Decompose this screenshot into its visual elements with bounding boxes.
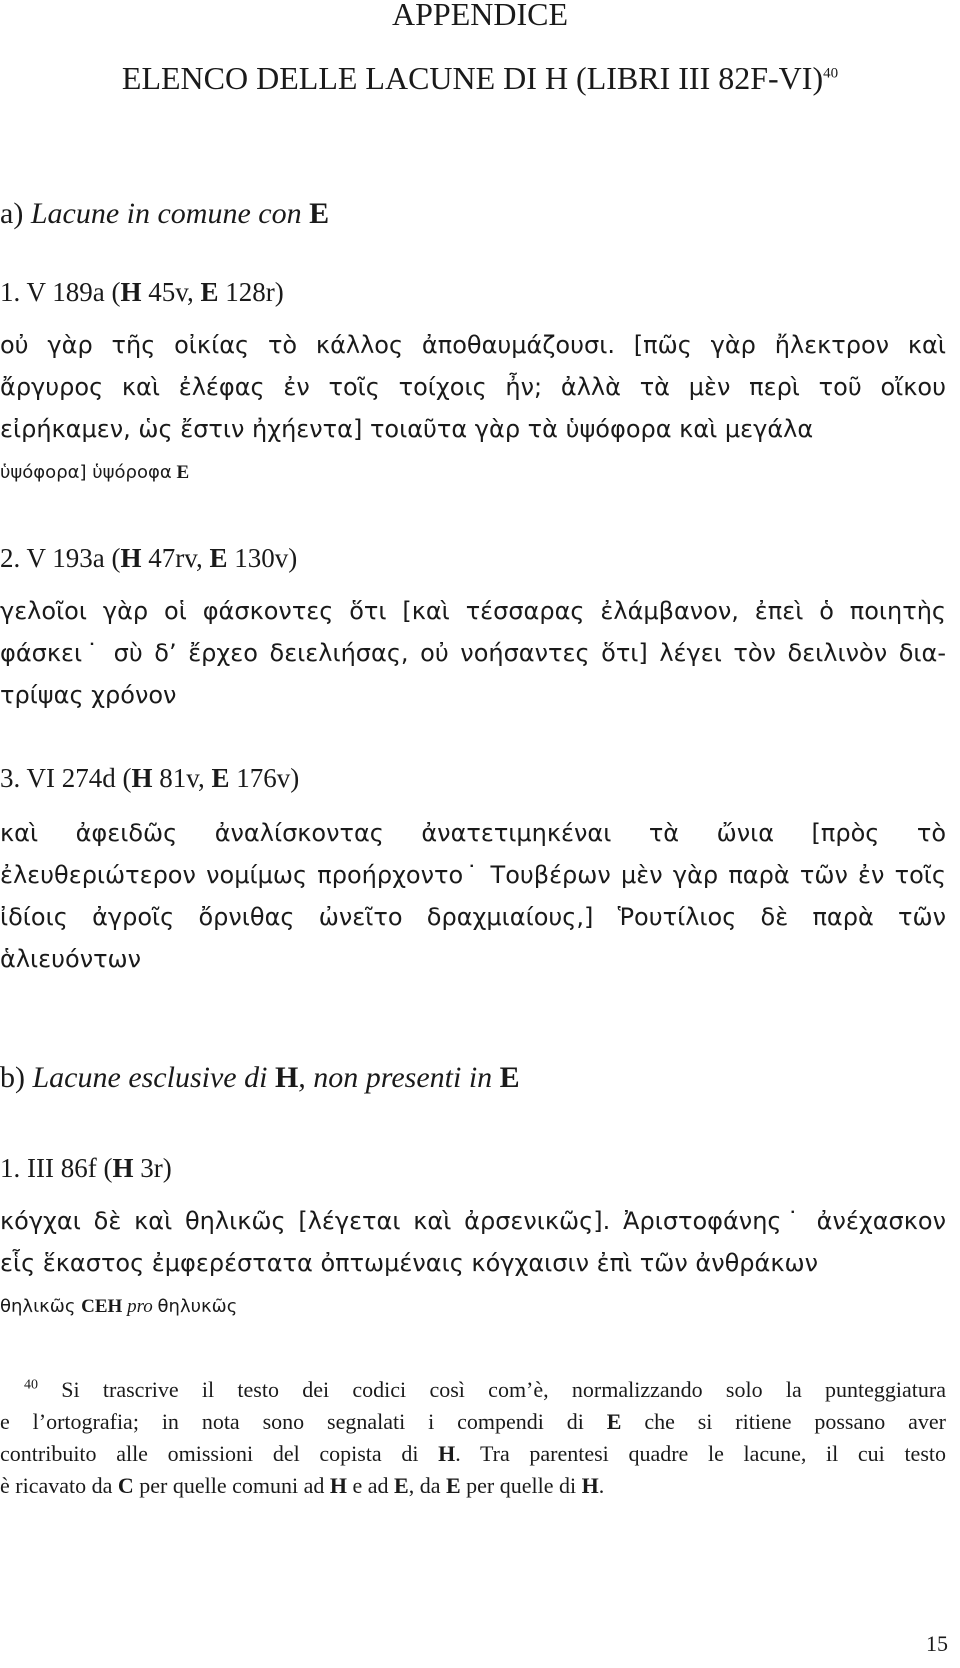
page-number: 15 — [926, 1631, 948, 1656]
entry-num: 3. VI 274d ( — [0, 763, 132, 793]
apparatus-greek: θηλυκῶς — [157, 1296, 238, 1317]
footnote-line — [0, 1438, 946, 1470]
ms-sigla: H — [120, 277, 142, 307]
ms-sigla: E — [209, 543, 228, 573]
section-a-label: Lacune in comune con — [30, 197, 310, 230]
section-b-heading — [0, 1058, 520, 1098]
footnote-line — [0, 1406, 946, 1438]
greek-line: οὐ γὰρ τῆς οἰκίας τὸ κάλλος ἀποθαυμάζουσι. [πῶς γὰρ ἤλεκτρον καὶ — [0, 331, 946, 359]
greek-line: ἰδίοις ἀγροῖς ὄρνιθας ὠνεῖτο δραχμιαίους,] Ῥουτίλιος δὲ παρὰ τῶν — [0, 903, 946, 931]
greek-line: ἄργυρος καὶ ἐλέφας ἐν τοῖς τοίχοις ἦν; ἀλλὰ τὰ μὲν περὶ τοῦ οἴκου — [0, 373, 946, 401]
footnote-sigla: C — [117, 1473, 134, 1498]
section-b-label2: , non presenti in — [298, 1061, 500, 1094]
entry-a1-heading — [0, 274, 284, 310]
page-title — [0, 58, 960, 98]
entry-a3-heading — [0, 760, 299, 796]
greek-line: τρίψας χρόνον — [0, 681, 177, 709]
footnote-number: 40 — [24, 1377, 38, 1393]
footnote-line — [0, 1374, 946, 1406]
footnote-sigla: E — [445, 1473, 461, 1498]
entry-num: 1. V 189a ( — [0, 277, 121, 307]
section-b-label: Lacune esclusive di — [32, 1061, 275, 1094]
footnote-text: Si trascrive il testo dei codici così com’è, normalizzando solo la punteggiatura — [38, 1377, 946, 1402]
entry-a2-heading — [0, 540, 297, 576]
apparatus-greek: θηλικῶς — [0, 1296, 82, 1317]
greek-line: εἷς ἕκαστος ἐμφερέστατα ὀπτωμέναις κόγχαισιν ἐπὶ τῶν ἀνθράκων — [0, 1249, 818, 1277]
entry-b1-heading — [0, 1150, 172, 1186]
footnote-sigla: H — [581, 1473, 599, 1498]
footnote-sigla: E — [394, 1473, 409, 1498]
footnote-text: , da — [408, 1473, 446, 1498]
footnote-text: è ricavato da — [0, 1473, 118, 1498]
ms-sigla: H — [112, 1153, 134, 1183]
footnote-ref[interactable]: 40 — [823, 65, 839, 82]
ms-sigla: H — [120, 543, 142, 573]
folio: 81v, — [152, 763, 212, 793]
apparatus-sigla: CEH — [81, 1296, 123, 1317]
footnote-line — [0, 1470, 946, 1502]
ms-sigla: E — [200, 277, 219, 307]
apparatus-pro: pro — [122, 1296, 158, 1317]
apparatus-note — [0, 458, 189, 488]
footnote-sigla: H — [329, 1473, 347, 1498]
folio: 128r) — [218, 277, 284, 307]
entry-num: 1. III 86f ( — [0, 1153, 113, 1183]
folio: 47rv, — [141, 543, 210, 573]
section-b-prefix: b) — [0, 1061, 33, 1094]
greek-line: κόγχαι δὲ καὶ θηλικῶς [λέγεται καὶ ἀρσενικῶς]. Ἀριστοφάνης˙ ἀνέχασκον — [0, 1207, 946, 1235]
section-b-sigla: H — [274, 1061, 299, 1094]
ms-sigla: E — [211, 763, 230, 793]
footnote-text: e l’ortografia; in nota sono segnalati i compendi di — [0, 1409, 607, 1434]
greek-line: εἰρήκαμεν, ὡς ἔστιν ἠχήεντα] τοιαῦτα γὰρ τὰ ὑψόφορα καὶ μεγάλα — [0, 415, 814, 443]
folio: 130v) — [227, 543, 298, 573]
greek-line: ἁλιευόντων — [0, 945, 142, 973]
appendix-heading: APPENDICE — [391, 0, 568, 32]
page-title-text: ELENCO DELLE LACUNE DI H (LIBRI III 82F-VI) — [121, 60, 824, 96]
footnote-text: . — [598, 1473, 605, 1498]
ms-sigla: H — [131, 763, 153, 793]
greek-line: φάσκει˙ σὺ δ’ ἔρχεο δειελιήσας, οὐ νοήσαντες ὅτι] λέγει τὸν δειλινὸν δια- — [0, 639, 946, 667]
greek-line: ἐλευθεριώτερον νομίμως προήρχοντο˙ Τουβέρων μὲν γὰρ παρὰ τῶν ἐν τοῖς — [0, 861, 946, 889]
apparatus-note — [0, 1292, 237, 1322]
folio: 45v, — [141, 277, 201, 307]
greek-line: καὶ ἀφειδῶς ἀναλίσκοντας ἀνατετιμηκέναι τὰ ὤνια [πρὸς τὸ — [0, 819, 946, 847]
footnote-sigla: E — [606, 1409, 622, 1434]
footnote-text: per quelle di — [460, 1473, 582, 1498]
apparatus-sigla: E — [176, 462, 190, 483]
footnote-text: . Tra parentesi quadre le lacune, il cui testo — [455, 1441, 946, 1466]
entry-num: 2. V 193a ( — [0, 543, 121, 573]
footnote-text: e ad — [347, 1473, 395, 1498]
section-a-sigla: E — [309, 197, 330, 230]
section-a-prefix: a) — [0, 197, 31, 230]
apparatus-greek: ὑψόφορα] ὑψόροφα — [0, 462, 172, 483]
footnote-sigla: H — [438, 1441, 456, 1466]
section-a-heading — [0, 194, 329, 234]
folio: 3r) — [133, 1153, 172, 1183]
section-b-sigla2: E — [499, 1061, 520, 1094]
footnote-text: per quelle comuni ad — [133, 1473, 330, 1498]
footnote-text: che si ritiene possano aver — [621, 1409, 947, 1434]
greek-line: γελοῖοι γὰρ οἱ φάσκοντες ὅτι [καὶ τέσσαρας ἐλάμβανον, ἐπεὶ ὁ ποιητὴς — [0, 597, 946, 625]
footnote-text: contribuito alle omissioni del copista di — [0, 1441, 439, 1466]
folio: 176v) — [229, 763, 300, 793]
